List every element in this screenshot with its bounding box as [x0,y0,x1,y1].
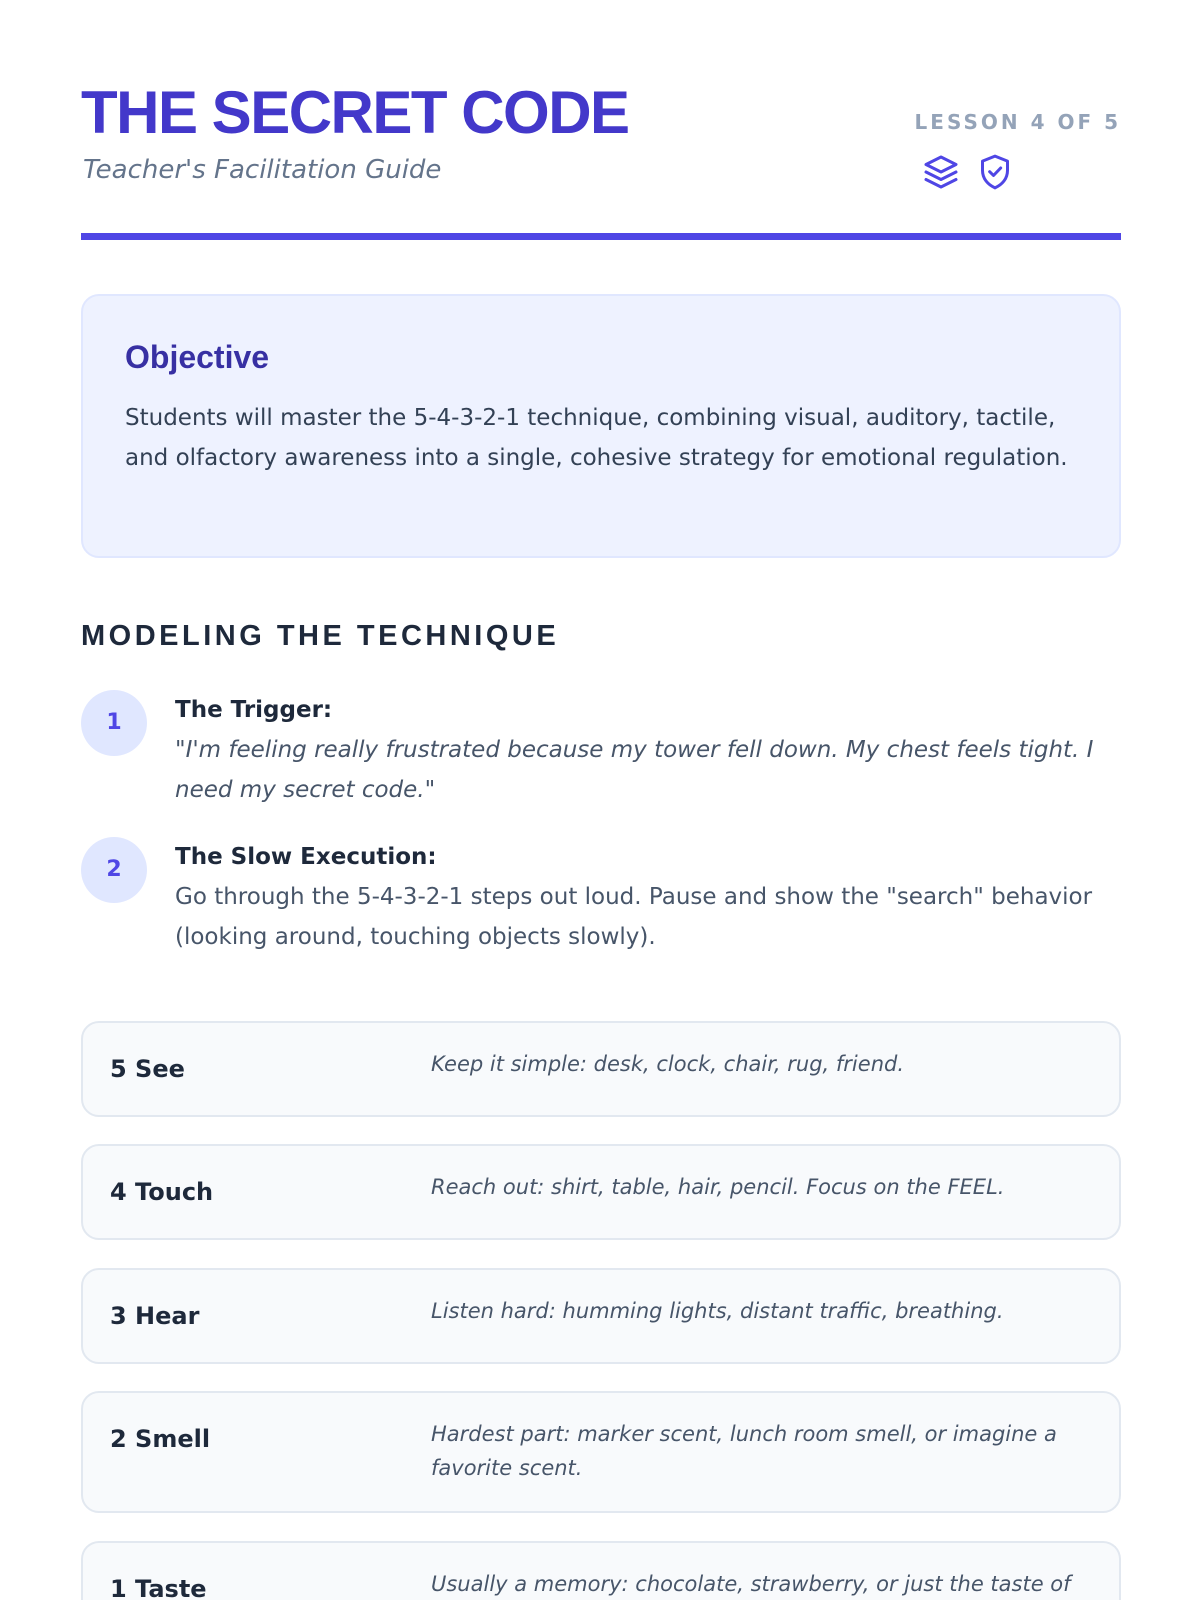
sense-description: Usually a memory: chocolate, strawberry, or just the taste of [431,1572,1071,1596]
step-title: The Slow Execution: [175,844,437,870]
sense-card-hear [81,1268,1121,1364]
modeling-heading: MODELING THE TECHNIQUE [81,620,560,652]
objective-box [81,294,1121,558]
sense-description: Keep it simple: desk, clock, chair, rug, friend. [431,1052,905,1076]
sense-card-touch [81,1144,1121,1240]
sense-label: 1 Taste [110,1575,207,1603]
step-body [175,837,1135,957]
step-body [175,690,1135,810]
page-subtitle: Teacher's Facilitation Guide [83,155,442,185]
sense-description: Reach out: shirt, table, hair, pencil. Focus on the FEEL. [431,1175,1005,1199]
objective-title: Objective [125,339,270,375]
shield-check-icon [975,152,1015,192]
guide-page [81,0,1121,1603]
step-title: The Trigger: [175,697,333,723]
sense-label: 3 Hear [110,1302,200,1330]
sense-label: 2 Smell [110,1425,211,1453]
header [81,0,1121,240]
lesson-indicator: LESSON 4 OF 5 [914,110,1121,134]
step-text: Go through the 5-4-3-2-1 steps out loud. Pause and show the "search" behavior (looking around, touching objects slowly). [175,884,1093,950]
sense-label: 4 Touch [110,1178,214,1206]
layers-icon [921,152,961,192]
header-icons [921,152,1015,192]
header-divider [81,233,1121,240]
step-number: 2 [81,837,147,903]
step-number: 1 [81,690,147,756]
sense-card-see [81,1021,1121,1117]
sense-card-smell [81,1391,1121,1513]
step-text: "I'm feeling really frustrated because my tower fell down. My chest feels tight. I need my secret code." [175,737,1094,803]
objective-text: Students will master the 5-4-3-2-1 technique, combining visual, auditory, tactile, and olfactory awareness into a single, cohesive strategy for emotional regulation. [125,405,1068,471]
sense-label: 5 See [110,1055,185,1083]
page-title: THE SECRET CODE [81,79,629,146]
sense-description: Hardest part: marker scent, lunch room smell, or imagine a favorite scent. [431,1422,1057,1480]
sense-description: Listen hard: humming lights, distant traffic, breathing. [431,1299,1004,1323]
sense-card-taste [81,1541,1121,1603]
